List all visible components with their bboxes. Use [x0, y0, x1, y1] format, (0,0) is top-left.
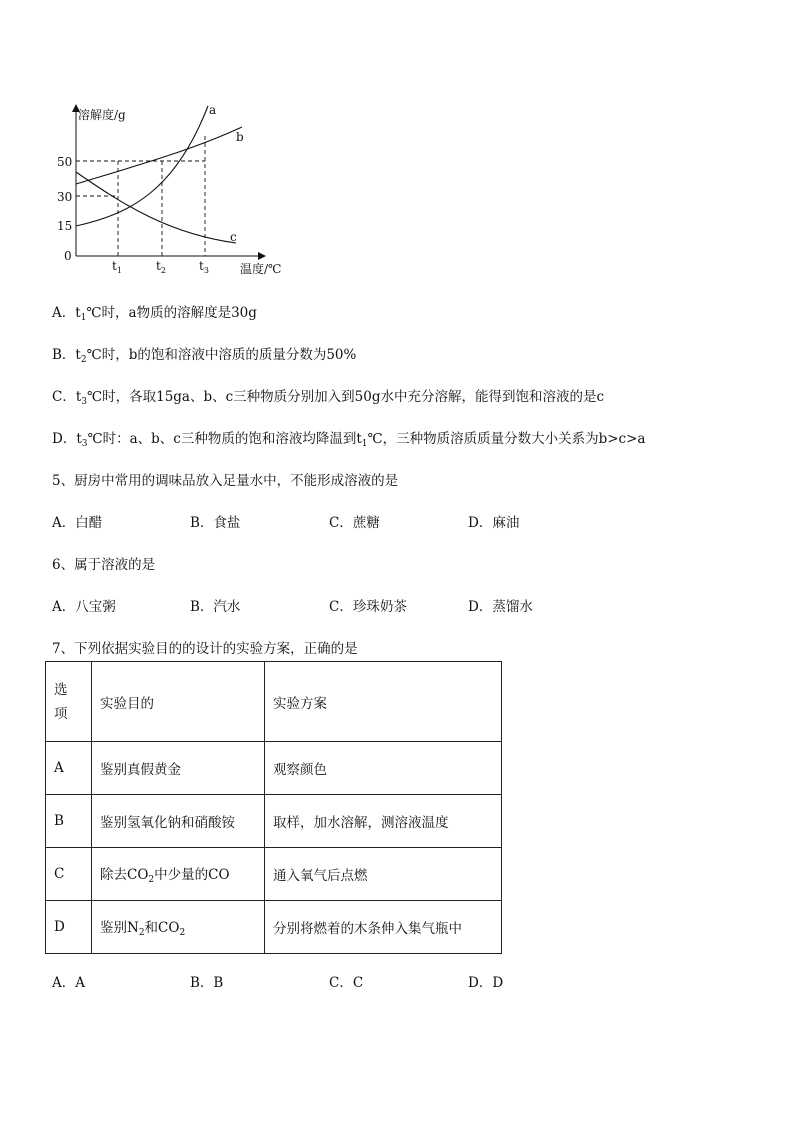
q6-option-d: D．蒸馏水 [468, 599, 533, 615]
table-row [46, 901, 502, 954]
q6-stem: 6、属于溶液的是 [52, 557, 156, 573]
q7-option-a: A．A [52, 975, 85, 991]
q5-option-b: B．食盐 [190, 515, 241, 531]
table-row [46, 848, 502, 901]
curve-b-label: b [236, 130, 244, 144]
q7-option-b: B．B [190, 975, 224, 991]
q6-option-b: B．汽水 [190, 599, 241, 615]
row-purpose-cell: 鉴别氢氧化钠和硝酸铵 [92, 795, 265, 848]
table-row [46, 742, 502, 795]
q5-option-d: D．麻油 [468, 515, 520, 531]
solubility-chart [40, 96, 300, 286]
table-row [46, 795, 502, 848]
header-option-cell: 选 项 [46, 662, 92, 742]
y-tick-15: 15 [57, 219, 73, 233]
x-tick-t1: $t_1$ [112, 259, 122, 275]
row-option-cell: B [46, 795, 92, 848]
header-purpose-cell: 实验目的 [92, 662, 265, 742]
guide-lines [76, 136, 205, 256]
curve-c [76, 172, 236, 243]
q4-option-a: A．$t_1℃$时，a物质的溶解度是30g [52, 305, 257, 323]
q7-option-d: D．D [468, 975, 504, 991]
q5-stem: 5、厨房中常用的调味品放入足量水中，不能形成溶液的是 [52, 473, 399, 489]
x-axis-arrow [258, 252, 266, 260]
row-purpose-cell: 鉴别真假黄金 [92, 742, 265, 795]
curve-b [76, 127, 242, 184]
q6-option-a: A．八宝粥 [52, 599, 116, 615]
y-tick-0: 0 [64, 249, 72, 263]
row-plan-cell: 通入氧气后点燃 [265, 848, 502, 901]
experiment-table [45, 661, 502, 954]
row-plan-cell: 观察颜色 [265, 742, 502, 795]
q6-option-c: C．珍珠奶茶 [329, 599, 407, 615]
row-option-cell: A [46, 742, 92, 795]
y-tick-50: 50 [57, 155, 73, 169]
q4-option-b: B．$t_2℃$时，b的饱和溶液中溶质的质量分数为50% [52, 347, 357, 365]
header-plan-cell: 实验方案 [265, 662, 502, 742]
x-tick-t2: $t_2$ [156, 259, 166, 275]
row-plan-cell: 取样，加水溶解，测溶液温度 [265, 795, 502, 848]
q4-option-c: C．$t_3℃$时，各取15ga、b、c三种物质分别加入到50g水中充分溶解，能得到饱和溶液的是c [52, 389, 605, 407]
table-header-row [46, 662, 502, 742]
row-purpose-cell: 鉴别$N_2$和$CO_2$ [92, 901, 265, 954]
row-plan-cell: 分别将燃着的木条伸入集气瓶中 [265, 901, 502, 954]
q5-option-a: A．白醋 [52, 515, 103, 531]
row-option-cell: C [46, 848, 92, 901]
q4-option-d: D．$t_3℃$时：a、b、c三种物质的饱和溶液均降温到$t_1℃$，三种物质溶质质量分数大小关系为b>c>a [52, 431, 646, 449]
x-axis-label: 温度/℃ [240, 262, 282, 276]
curve-a-label: a [209, 103, 217, 117]
y-axis-label: 溶解度/g [78, 108, 126, 122]
q5-option-c: C．蔗糖 [329, 515, 380, 531]
q7-stem: 7、下列依据实验目的的设计的实验方案，正确的是 [52, 641, 358, 657]
curve-c-label: c [230, 230, 237, 244]
row-option-cell: D [46, 901, 92, 954]
x-tick-t3: $t_3$ [199, 259, 209, 275]
row-purpose-cell: 除去$CO_2$中少量的CO [92, 848, 265, 901]
curve-a [76, 106, 208, 226]
q7-option-c: C．C [329, 975, 364, 991]
y-tick-30: 30 [57, 190, 73, 204]
